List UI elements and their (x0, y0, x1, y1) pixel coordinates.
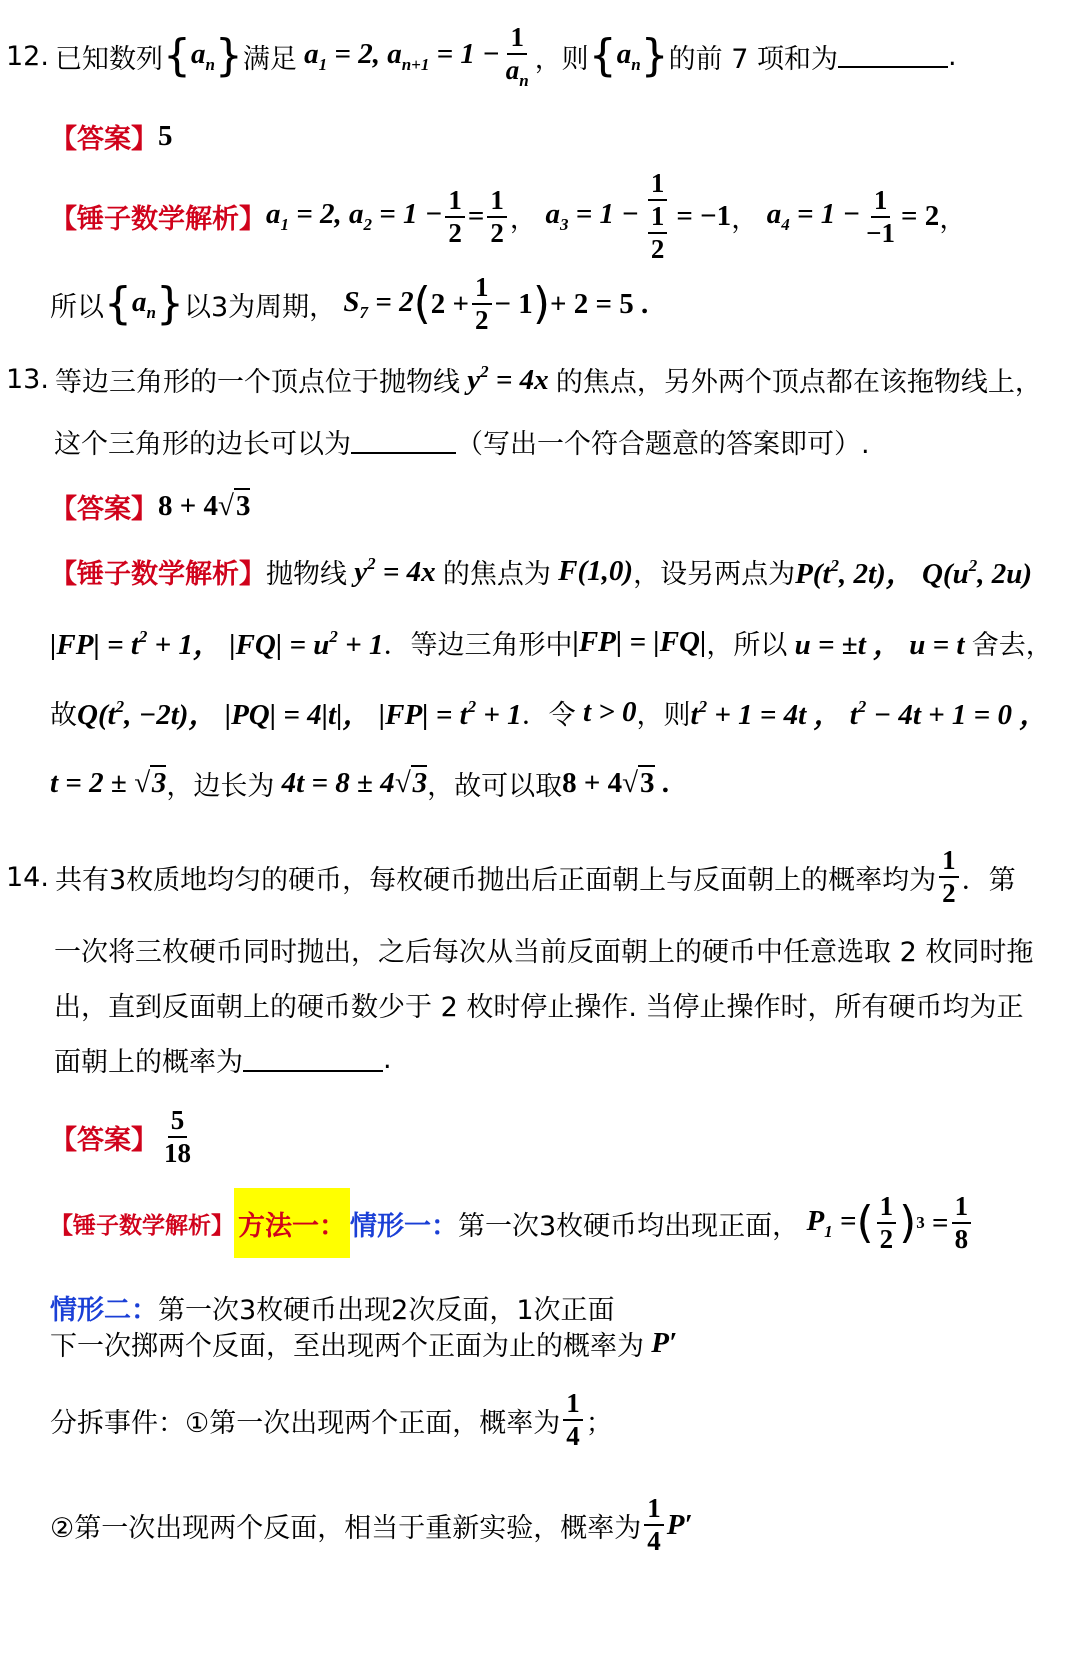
analysis-label: 【锤子数学解析】 (50, 559, 266, 590)
q14-statement-line2: 一次将三枚硬币同时抛出，之后每次从当前反面朝上的硬币中任意选取 2 枚同时拖 (54, 937, 1034, 968)
q14-analysis-line1: 【锤子数学解析】 方法一： 情形一： 第一次3枚硬币均出现正面， $P_1$ = ( $\frac{1}{2}$ ) 3 = $\frac{1}{8}$ (50, 1188, 974, 1258)
answer-label: 【答案】 (50, 494, 158, 525)
q14-number: 14. (6, 861, 49, 893)
q14-analysis-line5: ②第一次出现两个反面，相当于重新实验，概率为 $\frac{1}{4}$ P′ (50, 1493, 693, 1557)
case-label: 情形一： (350, 1210, 458, 1242)
answer-label: 【答案】 (50, 1124, 158, 1156)
analysis-label: 【锤子数学解析】 (50, 204, 266, 236)
q14-statement-line4: 面朝上的概率为 . (54, 1044, 392, 1078)
answer-blank (351, 430, 456, 454)
q13-answer (50, 487, 250, 526)
q14-statement-line3: 出，直到反面朝上的硬币数少于 2 枚时停止操作. 当停止操作时，所有硬币均为正 (54, 992, 1024, 1023)
q14-analysis-line2: 情形二： 第一次3枚硬币出现2次反面，1次正面 (50, 1288, 615, 1327)
q14-statement-line1: 14. 共有3枚质地均匀的硬币，每枚硬币抛出后正面朝上与反面朝上的概率均为 $\frac{1}{2}$ ．第 (6, 845, 1016, 909)
answer-value: 8 + 4√3 (158, 490, 251, 522)
q13-analysis-line2: $|FP| = t^2 + 1$， $|FQ| = u^2 + 1$ ．等边三角形中 |FP| = |FQ| ，所以 u = ±t ， u = t 舍去， (50, 626, 1053, 661)
q12-statement: 12. 已知数列 { $a_n$ } 满足 $a_1 = 2$, $a_{n+1} = 1$ − $\frac{1}{a_n}$ ，则 { $a_n$ } 的前 7 项和为 . (6, 22, 957, 91)
case-label: 情形二： (50, 1295, 158, 1326)
q13-statement-line1: 13. 等边三角形的一个顶点位于抛物线 $y^2 = 4x$ 的焦点，另外两个顶点都在该拖物线上， (6, 362, 1042, 398)
q12-formula: $a_1 = 2$, $a_{n+1} = 1$ − (296, 37, 500, 74)
q13-analysis-line4: t = 2 ± √3 ，边长为 4t = 8 ± 4√3 ，故可以取 8 + 4√3 . (50, 767, 670, 802)
q12-answer (50, 117, 173, 156)
q12-number: 12. (6, 40, 49, 72)
q14-analysis-line3: 下一次掷两个反面，至出现两个正面为止的概率为 P′ (50, 1327, 678, 1362)
method-label: 方法一： (234, 1188, 350, 1258)
q13-number: 13. (6, 364, 49, 395)
q13-statement-line2: 这个三角形的边长可以为 （写出一个符合题意的答案即可）. (54, 429, 870, 460)
answer-blank (838, 44, 948, 68)
q12-text: 已知数列 (54, 43, 163, 75)
answer-value: 5 (158, 120, 173, 152)
q12-fraction: $\frac{1}{a_n}$ (505, 22, 529, 91)
q12-text: 满足 (242, 43, 297, 75)
analysis-label: 【锤子数学解析】 (50, 1212, 234, 1239)
q13-analysis-line1: 【锤子数学解析】 抛物线 $y^2 = 4x$ 的焦点为 F(1,0) ，设另两点为 $P(t^2$, 2t)， $Q(u^2$, 2u) (50, 554, 1033, 590)
answer-blank (243, 1048, 383, 1072)
answer-label: 【答案】 (50, 124, 158, 155)
q13-analysis-line3: 故 $Q(t^2$, −2t)， |PQ| = 4|t|， $|FP| = t^2 + 1$ ．令 t > 0 ，则 $t^2 + 1 = 4t$ ， $t^2 - 4t + 1 = 0$ ， (50, 696, 1049, 731)
q12-analysis-line1: 【锤子数学解析】 $a_1 = 2$, $a_2 = 1$ − $\frac{1}{2}$ = $\frac{1}{2}$ ， $a_3 = 1$ − $\frac{1}{\frac{1}{2}}$ = −1 ， $a_4 = 1$ − $\frac{1}{-1}$ = 2 ， (50, 168, 967, 265)
q14-analysis-line4: 分拆事件：①第一次出现两个正面，概率为 $\frac{1}{4}$ ； (50, 1388, 613, 1452)
q12-text: ，则 (534, 43, 589, 75)
q12-analysis-line2: 所以 { $a_n$ } 以3为周期， $S_7 = 2$ ( 2 + $\frac{1}{2}$ − 1 ) + 2 = 5 . (50, 272, 649, 336)
q14-answer (50, 1105, 197, 1169)
answer-value: $\frac{5}{18}$ (164, 1105, 191, 1169)
q12-text: 的前 7 项和为 (668, 43, 838, 75)
